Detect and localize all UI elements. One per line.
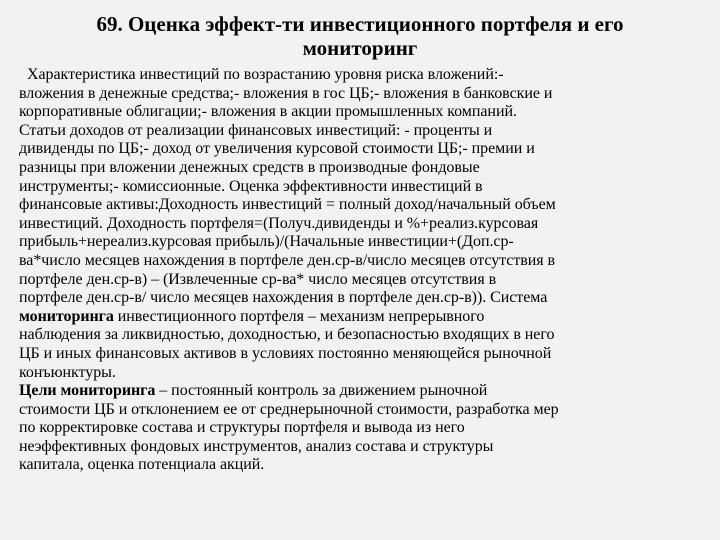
body-text: инвестиций. Доходность портфеля=(Получ.дивиденды и %+реализ.курсовая xyxy=(19,214,539,232)
body-line-14 xyxy=(19,308,703,327)
body-text: капитала, оценка потенциала акций. xyxy=(19,456,265,474)
body-text: портфеле ден.ср-в) – (Извлеченные ср-ва* число месяцев отсутствия в xyxy=(19,270,497,288)
body-line-4 xyxy=(19,122,703,141)
body-text: корпоративные облигации;- вложения в акции промышленных компаний. xyxy=(19,103,517,121)
body-line-5 xyxy=(19,140,703,159)
body-line-6 xyxy=(19,159,703,178)
body-text: стоимости ЦБ и отклонением ее от среднерыночной стоимости, разработка мер xyxy=(19,400,559,418)
body-text: портфеле ден.ср-в/ число месяцев нахождения в портфеле ден.ср-в)). Система xyxy=(19,289,548,307)
body-text: вложения в денежные средства;- вложения в гос ЦБ;- вложения в банковские и xyxy=(19,84,553,102)
body-line-22 xyxy=(19,456,703,475)
body-line-8 xyxy=(19,196,703,215)
body-line-9 xyxy=(19,215,703,234)
body-line-20 xyxy=(19,419,703,438)
body-line-10 xyxy=(19,233,703,252)
body-line-3 xyxy=(19,103,703,122)
body-line-11 xyxy=(19,252,703,271)
body-text: финансовые активы:Доходность инвестиций = полный доход/начальный объем xyxy=(19,196,556,214)
body-text: по корректировке состава и структуры портфеля и вывода из него xyxy=(19,419,465,437)
body-text: конъюнктуры. xyxy=(19,363,116,381)
body-line-7 xyxy=(19,178,703,197)
body-text: – постоянный контроль за движением рыночной xyxy=(155,382,488,400)
body-text: прибыль+нереализ.курсовая прибыль)/(Начальные инвестиции+(Доп.ср- xyxy=(19,233,514,251)
body-text: инструменты;- комиссионные. Оценка эффективности инвестиций в xyxy=(19,177,483,195)
body-line-18 xyxy=(19,382,703,401)
body-text: инвестиционного портфеля – механизм непрерывного xyxy=(113,307,485,325)
body-line-21 xyxy=(19,438,703,457)
body-line-17 xyxy=(19,364,703,383)
body-text: наблюдения за ликвидностью, доходностью, и безопасностью входящих в него xyxy=(19,326,555,344)
body-text: Характеристика инвестиций по возрастанию уровня риска вложений:- xyxy=(27,66,504,83)
body-line-15 xyxy=(19,326,703,345)
slide-title-line-1: 69. Оценка эффект-ти инвестиционного портфеля и его xyxy=(96,12,624,36)
body-text: ва*число месяцев нахождения в портфеле ден.ср-в/число месяцев отсутствия в xyxy=(19,251,556,269)
body-line-12 xyxy=(19,271,703,290)
body-text: неэффективных фондовых инструментов, анализ состава и структуры xyxy=(19,437,494,455)
body-line-1 xyxy=(19,66,703,85)
body-text: разницы при вложении денежных средств в производные фондовые xyxy=(19,158,480,176)
body-line-2 xyxy=(19,85,703,104)
slide-title-line-2: мониторинг xyxy=(302,36,418,60)
body-line-19 xyxy=(19,401,703,420)
body-text: ЦБ и иных финансовых активов в условиях постоянно меняющейся рыночной xyxy=(19,344,552,362)
slide-body xyxy=(19,66,703,475)
bold-term-monitoring: мониторинга xyxy=(19,307,114,325)
body-line-13 xyxy=(19,289,703,308)
body-text: Статьи доходов от реализации финансовых инвестиций: - проценты и xyxy=(19,121,493,139)
slide-title xyxy=(20,12,700,60)
bold-term-monitoring-goals: Цели мониторинга xyxy=(19,382,156,400)
body-text: дивиденды по ЦБ;- доход от увеличения курсовой стоимости ЦБ;- премии и xyxy=(19,140,535,158)
body-line-16 xyxy=(19,345,703,364)
